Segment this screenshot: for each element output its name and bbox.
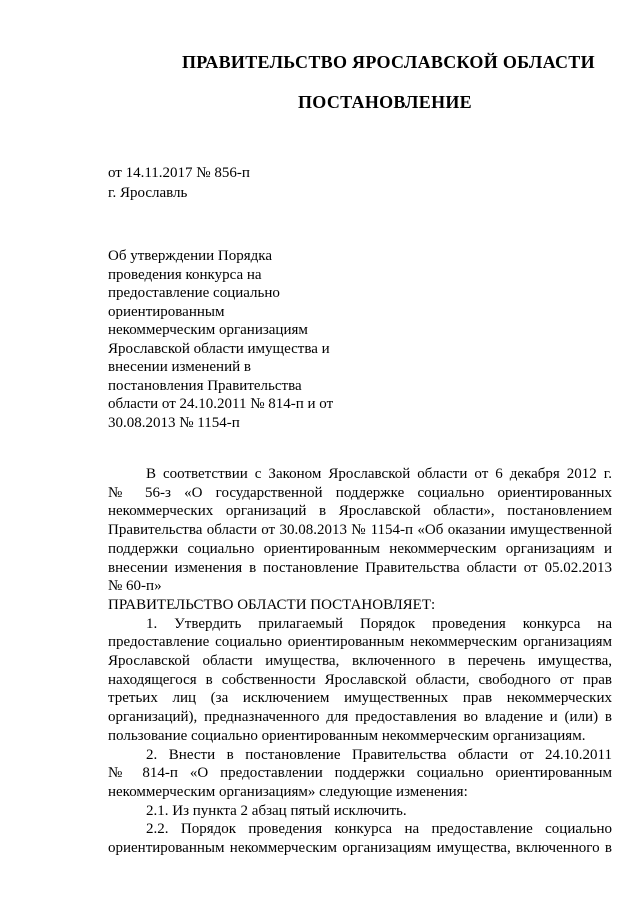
subject-line: предоставление социально xyxy=(108,285,280,301)
item-2-2-line: ориентированным некоммерческим организациям имущества, включенного в xyxy=(108,840,612,857)
item-1-line: третьих лиц (за исключением имущественных прав некоммерческих xyxy=(108,690,612,707)
city: г. Ярославль xyxy=(108,185,188,201)
preamble-line: № 60-п» xyxy=(108,578,162,595)
item-1-line: Ярославской области имущества, включенного в перечень имущества, xyxy=(108,653,612,670)
preamble-line: внесении изменения в постановление Правительства области от 05.02.2013 xyxy=(108,559,612,576)
subject-line: внесении изменений в xyxy=(108,359,251,375)
item-1-line: 1. Утвердить прилагаемый Порядок проведения конкурса на xyxy=(146,615,612,632)
resolves-heading: ПРАВИТЕЛЬСТВО ОБЛАСТИ ПОСТАНОВЛЯЕТ: xyxy=(108,596,436,613)
subject-line: ориентированным xyxy=(108,303,225,320)
preamble-line: некоммерческих организаций в Ярославской области», постановлением xyxy=(108,503,612,520)
subject-line: Об утверждении Порядка xyxy=(108,248,272,264)
item-2-2-line: 2.2. Порядок проведения конкурса на предоставление социально xyxy=(146,821,612,838)
item-2-paragraph xyxy=(108,746,612,802)
date-number: от 14.11.2017 № 856-п xyxy=(108,165,250,181)
document-type-heading: ПОСТАНОВЛЕНИЕ xyxy=(298,92,472,112)
document-meta xyxy=(108,163,250,203)
subject-line: некоммерческим организациям xyxy=(108,322,308,338)
item-1-line: находящегося в собственности Ярославской области, свободного от прав xyxy=(108,671,612,688)
subject-line: постановления Правительства xyxy=(108,377,302,394)
preamble-line: № 56-з «О государственной поддержке социально ориентированных xyxy=(108,484,612,501)
item-2-line: 2. Внести в постановление Правительства области от 24.10.2011 xyxy=(146,746,612,763)
subject-line: проведения конкурса на xyxy=(108,266,262,283)
subject-line: области от 24.10.2011 № 814-п и от xyxy=(108,396,334,412)
document-subject xyxy=(108,247,378,432)
subject-line: 30.08.2013 № 1154-п xyxy=(108,414,240,431)
preamble-line: поддержки социально ориентированным некоммерческим организациям и xyxy=(108,540,612,557)
preamble-line: Правительства области от 30.08.2013 № 1154-п «Об оказании имущественной xyxy=(108,522,612,539)
document-body xyxy=(108,465,612,858)
item-1-line: предоставление социально ориентированным некоммерческим организациям xyxy=(108,634,612,651)
item-1-paragraph xyxy=(108,615,612,746)
item-1-line: организаций), предназначенного для предоставления во владение и (или) в xyxy=(108,709,612,726)
preamble-paragraph xyxy=(108,465,612,596)
item-1-line: пользование социально ориентированным некоммерческим организациям. xyxy=(108,727,586,744)
government-title: ПРАВИТЕЛЬСТВО ЯРОСЛАВСКОЙ ОБЛАСТИ xyxy=(182,52,595,72)
item-2-2-paragraph xyxy=(108,820,612,857)
item-2-line: № 814-п «О предоставлении поддержки социально ориентированным xyxy=(108,765,612,782)
preamble-line: В соответствии с Законом Ярославской области от 6 декабря 2012 г. xyxy=(146,466,612,482)
item-2-line: некоммерческим организациям» следующие изменения: xyxy=(108,783,468,800)
subject-line: Ярославской области имущества и xyxy=(108,340,330,357)
item-2-1: 2.1. Из пункта 2 абзац пятый исключить. xyxy=(146,802,407,819)
